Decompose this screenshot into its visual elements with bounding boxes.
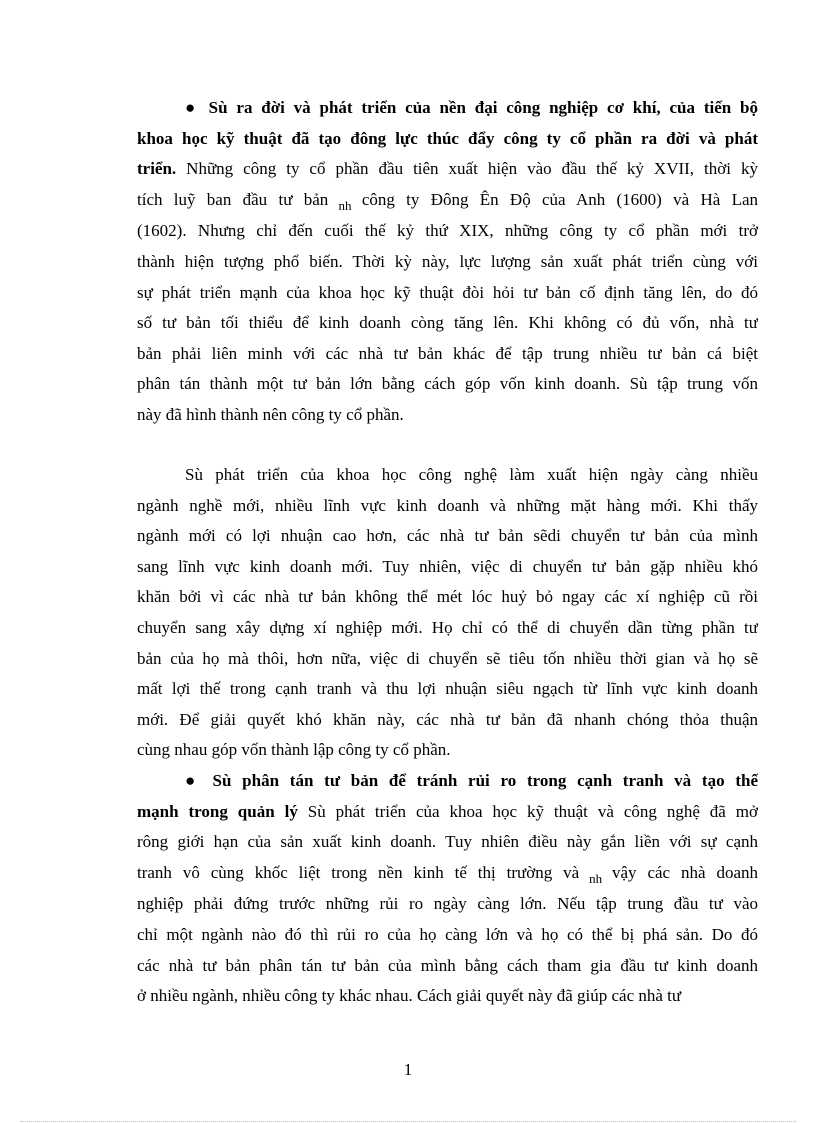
- body-text: bản của họ mà thôi, hơn nữa, việc di chuyển sẽ tiêu tốn nhiều thời gian và họ sẽ: [137, 648, 758, 668]
- body-text: mới. Để giải quyết khó khăn này, các nhà tư bản đã nhanh chóng thỏa thuận: [137, 709, 758, 729]
- body-text: chuyển sang xây dựng xí nghiệp mới. Họ chỉ có thể di chuyển dần từng phần tư: [137, 617, 758, 637]
- body-text: Sù phát triển của khoa học kỹ thuật và công nghệ đã mở: [297, 801, 758, 821]
- text-line: [137, 797, 758, 828]
- text-line: [137, 827, 758, 858]
- bold-heading-text: khoa học kỹ thuật đã tạo đông lực thúc đẩy công ty cổ phần ra đời và phát: [137, 128, 758, 148]
- text-line: [137, 278, 758, 309]
- body-text: này đã hình thành nên công ty cổ phần.: [137, 404, 404, 424]
- body-text: sự phát triển mạnh của khoa học kỹ thuật đòi hỏi tư bản cố định tăng lên, do đó: [137, 282, 758, 302]
- body-text: phân tán thành một tư bản lớn bằng cách góp vốn kinh doanh. Sù tập trung vốn: [137, 374, 758, 394]
- text-line: [137, 981, 758, 1012]
- text-line: [137, 491, 758, 522]
- subscript-fragment: nh: [579, 870, 612, 886]
- text-line: [137, 216, 758, 247]
- subscript-fragment: nh: [328, 197, 362, 213]
- text-line: [137, 308, 758, 339]
- bold-heading-text: mạnh trong quản lý: [137, 801, 298, 821]
- text-line: [137, 705, 758, 736]
- page-number: 1: [403, 1060, 413, 1079]
- body-text: nghiệp phải đứng trước những rủi ro ngày càng lớn. Nếu tập trung đầu tư vào: [137, 894, 758, 914]
- paragraph-1: [137, 93, 758, 431]
- body-text: số tư bản tối thiểu để kinh doanh còng tăng lên. Khi không có đủ vốn, nhà tư: [137, 313, 758, 333]
- text-line: [137, 339, 758, 370]
- text-line: [137, 369, 758, 400]
- body-text: mất lợi thế trong cạnh tranh và thu lợi nhuận siêu ngạch từ lĩnh vực kinh doanh: [137, 679, 758, 699]
- body-text: chỉ một ngành nào đó thì rủi ro của họ càng lớn và họ có thể bị phá sản. Do đó: [137, 924, 758, 944]
- text-line: [137, 400, 758, 431]
- text-line: [137, 735, 758, 766]
- text-line: [137, 889, 758, 920]
- bold-heading-text: ● Sù phân tán tư bản để tránh rủi ro trong cạnh tranh và tạo thế: [185, 771, 758, 790]
- text-line: [137, 920, 758, 951]
- text-line: [137, 552, 758, 583]
- body-text: (1602). Nhưng chỉ đến cuối thế kỷ thứ XIX, những công ty cổ phần mới trở: [137, 221, 758, 241]
- body-text: vậy các nhà doanh: [612, 862, 758, 882]
- text-line: [137, 185, 758, 217]
- body-text: thành hiện tượng phổ biến. Thời kỳ này, lực lượng sản xuất phát triển cùng với: [137, 251, 758, 271]
- body-text: ngành nghề mới, nhiều lĩnh vực kinh doanh và những mặt hàng mới. Khi thấy: [137, 495, 758, 515]
- text-line: [137, 521, 758, 552]
- text-line: [137, 613, 758, 644]
- text-line: [137, 644, 758, 675]
- text-line: [137, 951, 758, 982]
- text-line: [137, 154, 758, 185]
- body-text: Sù phát triển của khoa học công nghệ làm xuất hiện ngày càng nhiều: [185, 465, 758, 484]
- bold-heading-text: triển.: [137, 159, 177, 179]
- body-text: ở nhiều ngành, nhiều công ty khác nhau. Cách giải quyết này đã giúp các nhà tư: [137, 986, 682, 1006]
- body-text: rông giới hạn của sản xuất kinh doanh. Tuy nhiên điều này gắn liền với sự cạnh: [137, 832, 758, 852]
- body-text: bản phải liên minh với các nhà tư bản khác để tập trung nhiều tư bản cá biệt: [137, 343, 758, 363]
- text-line: [137, 460, 758, 491]
- body-text: Những công ty cổ phần đầu tiên xuất hiện vào đầu thế kỷ XVII, thời kỳ: [176, 159, 758, 179]
- text-line: [137, 93, 758, 124]
- text-line: [137, 124, 758, 155]
- text-line: [137, 858, 758, 890]
- body-text: cùng nhau góp vốn thành lập công ty cổ phần.: [137, 740, 451, 760]
- bold-heading-text: ● Sù ra đời và phát triển của nền đại công nghiệp cơ khí, của tiến bộ: [185, 98, 758, 117]
- text-line: [137, 674, 758, 705]
- body-text: các nhà tư bản phân tán tư bản của mình bằng cách tham gia đầu tư kinh doanh: [137, 955, 758, 975]
- body-text: công ty Đông Ên Độ của Anh (1600) và Hà Lan: [361, 189, 758, 209]
- body-text: tích luỹ ban đầu tư bản: [137, 189, 329, 209]
- body-text: sang lĩnh vực kinh doanh mới. Tuy nhiên, việc di chuyển tư bản gặp nhiều khó: [137, 556, 758, 576]
- paragraph-2: [137, 460, 758, 766]
- body-text: khăn bởi vì các nhà tư bản không thể mét lóc huỷ bỏ ngay các xí nghiệp cũ rồi: [137, 587, 758, 607]
- text-line: [137, 582, 758, 613]
- text-line: [137, 766, 758, 797]
- page-bottom-rule: [20, 1121, 796, 1122]
- paragraph-3: [137, 766, 758, 1012]
- body-text: ngành mới có lợi nhuận cao hơn, các nhà tư bản sẽdi chuyển tư bản của mình: [137, 526, 758, 546]
- text-line: [137, 247, 758, 278]
- body-text: tranh vô cùng khốc liệt trong nền kinh tế thị trường và: [137, 862, 580, 882]
